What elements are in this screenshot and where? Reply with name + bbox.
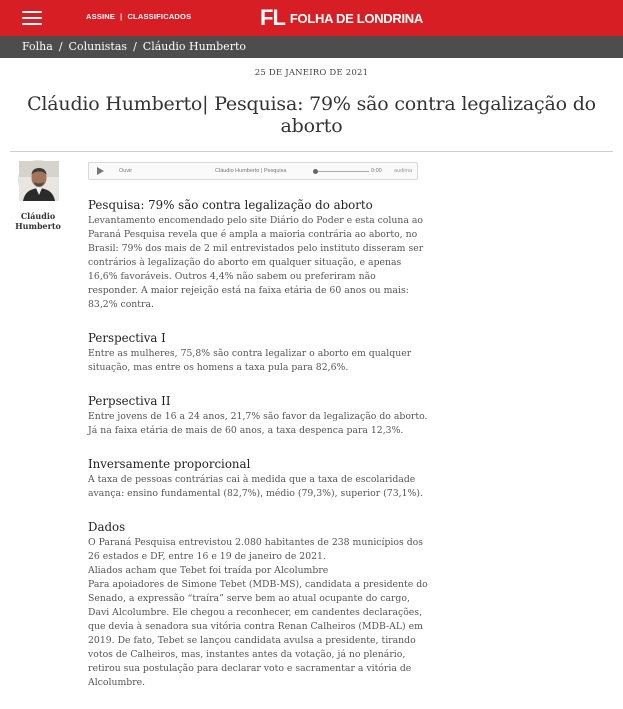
top-links: ASSINE | CLASSIFICADOS (86, 12, 192, 21)
section-paragraph: Para apoiadores de Simone Tebet (MDB-MS), candidata a presidente do Senado, a expressão “traíra” serve bem ao atual ocupante do cargo, Davi Alcolumbre. Ele chegou a reconhecer, em candentes declarações, que devia à senadora sua vitória contra Renan Calheiros (MDB-AL) em 2019. De fato, Tebet se lançou candidata avulsa a presidente, tirando votos de Calheiros, mas, instantes antes da votação, já no plenário, retirou sua postulação para declarar voto e sacramentar a vitória de Alcolumbre. (88, 579, 428, 688)
section-paragraph: Aliados acham que Tebet foi traída por Alcolumbre (88, 565, 329, 576)
breadcrumb: Folha / Colunistas / Cláudio Humberto (0, 36, 623, 58)
author-name: Cláudio Humberto (15, 211, 61, 231)
top-bar (0, 0, 623, 36)
audio-player (88, 162, 418, 180)
logo-name: FOLHA DE LONDRINA (289, 10, 423, 26)
section-perspectiva-1 (88, 331, 428, 375)
play-icon[interactable] (97, 167, 104, 175)
avatar (18, 160, 58, 200)
section-heading: Dados (88, 520, 126, 534)
section-paragraph: Levantamento encomendado pelo site Diário do Poder e esta coluna ao Paraná Pesquisa revela que é ampla a maioria contrária ao aborto, no Brasil: 79% dos mais de 2 mil entrevistados pelo instituto disseram ser contrários à legalização do aborto em qualquer situação, e apenas 16,6% favoráveis. Outros 4,4% não sabem ou preferiram não responder. A maior rejeição está na faixa etária de 60 anos ou mais: 83,2% contra. (88, 215, 424, 310)
breadcrumb-claudio-humberto[interactable]: Cláudio Humberto (142, 40, 246, 53)
audio-progress-bar[interactable] (313, 171, 369, 172)
audio-progress-handle[interactable] (313, 169, 318, 174)
section-perspectiva-2 (88, 394, 428, 438)
section-pesquisa (88, 198, 428, 312)
subscribe-link[interactable]: ASSINE (86, 12, 116, 21)
section-heading: Inversamente proporcional (88, 457, 251, 471)
listen-label: Ouvir (119, 168, 133, 174)
menu-icon[interactable] (22, 11, 42, 25)
section-paragraph: A taxa de pessoas contrárias cai à medida que a taxa de escolaridade avança: ensino fundamental (82,7%), médio (79,3%), superior (73,1%). (88, 474, 423, 499)
section-paragraph: O Paraná Pesquisa entrevistou 2.080 habitantes de 238 municípios dos 26 estados e DF, entre 16 e 19 de janeiro de 2021. (88, 537, 424, 562)
audio-time: 0:00 (371, 168, 382, 174)
section-paragraph: Entre as mulheres, 75,8% são contra legalizar o aborto em qualquer situação, mas entre os homens a taxa pula para 82,6%. (88, 348, 412, 373)
section-heading: Pesquisa: 79% são contra legalização do aborto (88, 198, 373, 212)
article-title: Cláudio Humberto| Pesquisa: 79% são contra legalização do aborto (27, 93, 596, 137)
classifieds-link[interactable]: CLASSIFICADOS (127, 12, 192, 21)
author-photo-icon (19, 161, 59, 201)
audio-brand[interactable]: audima (394, 168, 413, 174)
section-paragraph: Entre jovens de 16 a 24 anos, 21,7% são favor da legalização do aborto. Já na faixa etária de mais de 60 anos, a taxa despenca para 12,3%. (88, 411, 428, 436)
section-inversamente (88, 457, 428, 501)
logo-mark: FL (260, 5, 285, 30)
breadcrumb-colunistas[interactable]: Colunistas (68, 40, 128, 53)
author-block[interactable] (12, 160, 64, 231)
section-heading: Perspectiva I (88, 331, 166, 345)
article-date: 25 DE JANEIRO DE 2021 (254, 68, 369, 78)
title-divider (10, 151, 613, 152)
site-logo[interactable] (260, 6, 423, 30)
section-heading: Perpsectiva II (88, 394, 171, 408)
article-content (88, 198, 428, 709)
audio-track-title: Cláudio Humberto | Pesquisa (215, 168, 287, 174)
section-dados (88, 520, 428, 690)
breadcrumb-folha[interactable]: Folha (22, 40, 53, 53)
